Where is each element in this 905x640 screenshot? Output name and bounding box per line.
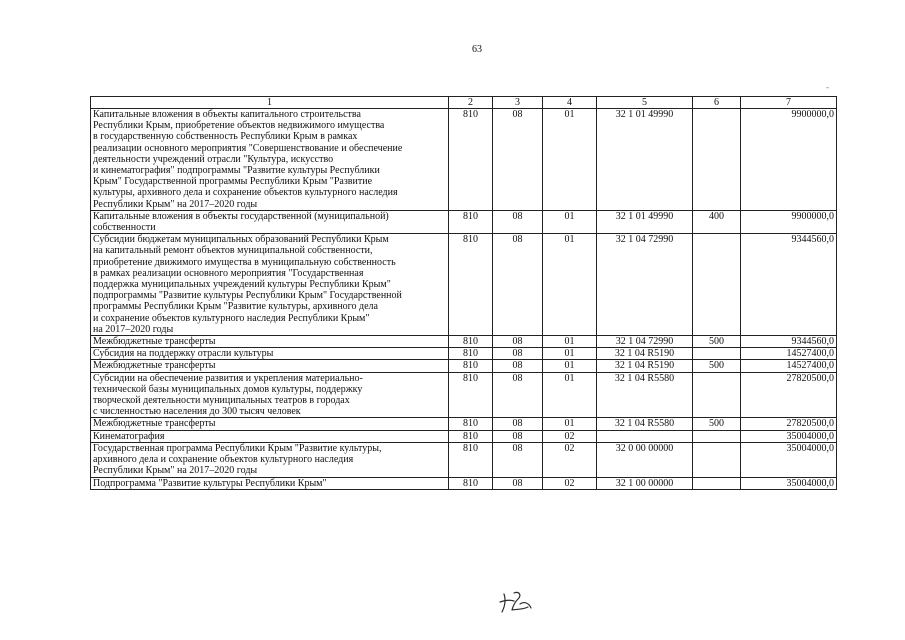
- table-row: [91, 430, 837, 442]
- grbs-code-cell: 810: [449, 360, 493, 372]
- subsection-code-cell: 01: [543, 360, 597, 372]
- expense-type-cell: 500: [693, 360, 741, 372]
- row-name-cell: Кинематография: [91, 430, 449, 442]
- expense-type-cell: 500: [693, 336, 741, 348]
- grbs-code-cell: 810: [449, 442, 493, 477]
- target-article-cell: 32 0 00 00000: [597, 442, 693, 477]
- row-name-cell: Капитальные вложения в объекты капитального строительства Республики Крым, приобретение объектов недвижимого имущества в государственную собственность Республики Крым в рамках реализации основного мероприятия "Совершенствование и обеспечение деятельности учреждений отрасли "Культура, искусство и кинематография" подпрограммы "Развитие культуры Республики Крым" Государственной программы Республики Крым "Развитие культуры, архивного дела и сохранение объектов культурного наследия Республики Крым" на 2017–2020 годы: [91, 109, 449, 211]
- col-header: 2: [449, 97, 493, 109]
- table-row: [91, 442, 837, 477]
- row-name-cell: Межбюджетные трансферты: [91, 360, 449, 372]
- amount-cell: 27820500,0: [741, 372, 837, 418]
- expense-type-cell: [693, 348, 741, 360]
- grbs-code-cell: 810: [449, 234, 493, 336]
- target-article-cell: [597, 430, 693, 442]
- expense-type-cell: 500: [693, 418, 741, 430]
- grbs-code-cell: 810: [449, 109, 493, 211]
- subsection-code-cell: 01: [543, 418, 597, 430]
- amount-cell: 9344560,0: [741, 336, 837, 348]
- table-row: [91, 210, 837, 233]
- page-number: 63: [472, 44, 482, 55]
- row-name-cell: Государственная программа Республики Крым "Развитие культуры, архивного дела и сохранение объектов культурного наследия Республики Крым" на 2017–2020 годы: [91, 442, 449, 477]
- subsection-code-cell: 01: [543, 348, 597, 360]
- section-code-cell: 08: [493, 418, 543, 430]
- expense-type-cell: [693, 109, 741, 211]
- col-header: 7: [741, 97, 837, 109]
- col-header: 1: [91, 97, 449, 109]
- col-header: 6: [693, 97, 741, 109]
- subsection-code-cell: 02: [543, 477, 597, 489]
- target-article-cell: 32 1 01 49990: [597, 109, 693, 211]
- grbs-code-cell: 810: [449, 418, 493, 430]
- subsection-code-cell: 01: [543, 234, 597, 336]
- subsection-code-cell: 01: [543, 372, 597, 418]
- subsection-code-cell: 01: [543, 210, 597, 233]
- amount-cell: 35004000,0: [741, 430, 837, 442]
- expense-type-cell: [693, 442, 741, 477]
- section-code-cell: 08: [493, 372, 543, 418]
- row-name-cell: Субсидии бюджетам муниципальных образований Республики Крым на капитальный ремонт объектов муниципальной собственности, приобретение движимого имущества в муниципальную собственность в рамках реализации основного мероприятия "Государственная поддержка муниципальных учреждений культуры Республики Крым" подпрограммы "Развитие культуры Республики Крым" Государственной программы Республики Крым "Развитие культуры, архивного дела и сохранение объектов культурного наследия Республики Крым" на 2017–2020 годы: [91, 234, 449, 336]
- corner-mark: -: [826, 82, 829, 92]
- expense-type-cell: [693, 234, 741, 336]
- subsection-code-cell: 01: [543, 109, 597, 211]
- target-article-cell: 32 1 00 00000: [597, 477, 693, 489]
- section-code-cell: 08: [493, 109, 543, 211]
- grbs-code-cell: 810: [449, 372, 493, 418]
- table-row: [91, 372, 837, 418]
- table-row: [91, 477, 837, 489]
- amount-cell: 14527400,0: [741, 360, 837, 372]
- amount-cell: 9900000,0: [741, 109, 837, 211]
- target-article-cell: 32 1 04 72990: [597, 234, 693, 336]
- amount-cell: 9900000,0: [741, 210, 837, 233]
- grbs-code-cell: 810: [449, 210, 493, 233]
- grbs-code-cell: 810: [449, 477, 493, 489]
- table-row: [91, 348, 837, 360]
- expense-type-cell: [693, 372, 741, 418]
- row-name-cell: Подпрограмма "Развитие культуры Республики Крым": [91, 477, 449, 489]
- section-code-cell: 08: [493, 360, 543, 372]
- grbs-code-cell: 810: [449, 430, 493, 442]
- subsection-code-cell: 02: [543, 430, 597, 442]
- section-code-cell: 08: [493, 348, 543, 360]
- row-name-cell: Межбюджетные трансферты: [91, 336, 449, 348]
- row-name-cell: Капитальные вложения в объекты государственной (муниципальной) собственности: [91, 210, 449, 233]
- section-code-cell: 08: [493, 430, 543, 442]
- header-row: [91, 97, 837, 109]
- row-name-cell: Межбюджетные трансферты: [91, 418, 449, 430]
- table-row: [91, 336, 837, 348]
- expense-type-cell: [693, 430, 741, 442]
- amount-cell: 35004000,0: [741, 477, 837, 489]
- grbs-code-cell: 810: [449, 336, 493, 348]
- expense-type-cell: [693, 477, 741, 489]
- target-article-cell: 32 1 04 72990: [597, 336, 693, 348]
- table-row: [91, 109, 837, 211]
- target-article-cell: 32 1 01 49990: [597, 210, 693, 233]
- target-article-cell: 32 1 04 R5580: [597, 418, 693, 430]
- col-header: 4: [543, 97, 597, 109]
- target-article-cell: 32 1 04 R5580: [597, 372, 693, 418]
- table-row: [91, 234, 837, 336]
- grbs-code-cell: 810: [449, 348, 493, 360]
- subsection-code-cell: 02: [543, 442, 597, 477]
- subsection-code-cell: 01: [543, 336, 597, 348]
- section-code-cell: 08: [493, 442, 543, 477]
- section-code-cell: 08: [493, 477, 543, 489]
- col-header: 5: [597, 97, 693, 109]
- amount-cell: 27820500,0: [741, 418, 837, 430]
- row-name-cell: Субсидия на поддержку отрасли культуры: [91, 348, 449, 360]
- target-article-cell: 32 1 04 R5190: [597, 360, 693, 372]
- section-code-cell: 08: [493, 336, 543, 348]
- target-article-cell: 32 1 04 R5190: [597, 348, 693, 360]
- amount-cell: 14527400,0: [741, 348, 837, 360]
- section-code-cell: 08: [493, 234, 543, 336]
- amount-cell: 9344560,0: [741, 234, 837, 336]
- row-name-cell: Субсидии на обеспечение развития и укрепления материально- технической базы муниципальных домов культуры, поддержку творческой деятельности муниципальных театров в городах с численностью населения до 300 тысяч человек: [91, 372, 449, 418]
- table-row: [91, 418, 837, 430]
- table-row: [91, 360, 837, 372]
- expense-type-cell: 400: [693, 210, 741, 233]
- signature-icon: [498, 590, 534, 621]
- section-code-cell: 08: [493, 210, 543, 233]
- budget-table: [90, 96, 837, 490]
- amount-cell: 35004000,0: [741, 442, 837, 477]
- col-header: 3: [493, 97, 543, 109]
